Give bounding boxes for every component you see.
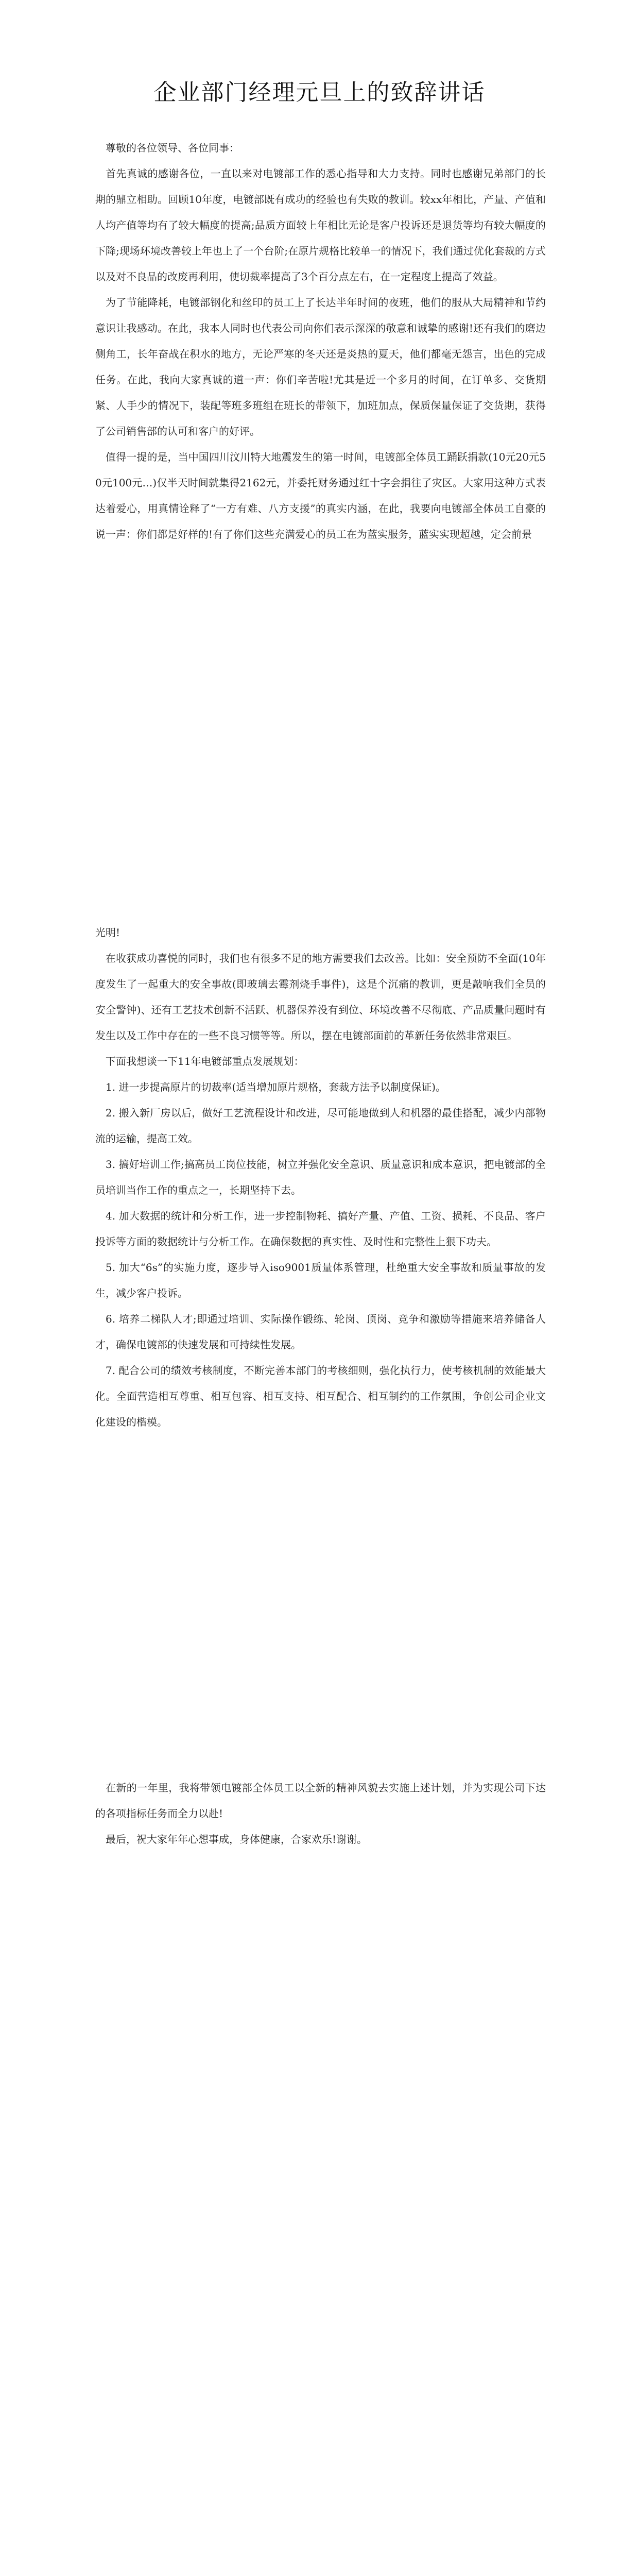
document-body-part2 bbox=[95, 920, 546, 1435]
paragraph-donation: 值得一提的是，当中国四川汶川特大地震发生的第一时间，电镀部全体员工踊跃捐款(10元20元50元100元…)仅半天时间就集得2162元，并委托财务通过红十字会捐往了灾区。大家用这种方式表达着爱心，用真情诠释了“一方有难、八方支援”的真实内涵，在此，我要向电镀部全体员工自豪的说一声：你们都是好样的!有了你们这些充满爱心的员工在为蓝实服务，蓝实实现超越，定会前景 bbox=[95, 451, 546, 540]
paragraph-energy-saving: 为了节能降耗，电镀部钢化和丝印的员工上了长达半年时间的夜班，他们的服从大局精神和节约意识让我感动。在此，我本人同时也代表公司向你们表示深深的敬意和诚挚的感谢!还有我们的磨边侧角工，长年奋战在积水的地方，无论严寒的冬天还是炎热的夏天，他们都毫无怨言，出色的完成任务。在此，我向大家真诚的道一声：你们辛苦啦!尤其是近一个多月的时间，在订单多、交货期紧、人手少的情况下，装配等班多班组在班长的带领下，加班加点，保质保量保证了交货期，获得了公司销售部的认可和客户的好评。 bbox=[95, 296, 546, 437]
plan-item-2: 2. 搬入新厂房以后，做好工艺流程设计和改进，尽可能地做到人和机器的最佳搭配，减少内部物流的运输，提高工效。 bbox=[95, 1107, 546, 1145]
plan-item-1: 1. 进一步提高原片的切裁率(适当增加原片规格，套裁方法予以制度保证)。 bbox=[106, 1081, 446, 1093]
document-body-part1 bbox=[95, 135, 546, 547]
plan-item-4: 4. 加大数据的统计和分析工作，进一步控制物耗、搞好产量、产值、工资、损耗、不良品、客户投诉等方面的数据统计与分析工作。在确保数据的真实性、及时性和完整性上狠下功夫。 bbox=[95, 1210, 546, 1248]
plan-item-6: 6. 培养二梯队人才;即通过培训、实际操作锻练、轮岗、顶岗、竞争和激励等措施来培养储备人才，确保电镀部的快速发展和可持续性发展。 bbox=[95, 1313, 546, 1351]
plan-item-7: 7. 配合公司的绩效考核制度，不断完善本部门的考核细则，强化执行力，使考核机制的效能最大化。全面营造相互尊重、相互包容、相互支持、相互配合、相互制约的工作氛围，争创公司企业文化建设的楷模。 bbox=[95, 1364, 546, 1428]
greeting-text: 尊敬的各位领导、各位同事： bbox=[106, 142, 239, 154]
plan-item-5: 5. 加大“6s”的实施力度，逐步导入iso9001质量体系管理，杜绝重大安全事故和质量事故的发生，减少客户投诉。 bbox=[95, 1261, 546, 1299]
paragraph-plan-intro: 下面我想谈一下11年电镀部重点发展规划： bbox=[106, 1055, 304, 1067]
document-body-part3 bbox=[95, 1775, 546, 1852]
plan-item-3: 3. 搞好培训工作;搞高员工岗位技能，树立并强化安全意识、质量意识和成本意识，把电镀部的全员培训当作工作的重点之一，长期坚持下去。 bbox=[95, 1158, 546, 1196]
paragraph-new-year-plan: 在新的一年里，我将带领电镀部全体员工以全新的精神风貌去实施上述计划，并为实现公司下达的各项指标任务而全力以赴! bbox=[95, 1782, 546, 1820]
paragraph-shortcomings: 在收获成功喜悦的同时，我们也有很多不足的地方需要我们去改善。比如：安全预防不全面(10年度发生了一起重大的安全事故(即玻璃去霉剂烧手事件)，这是个沉痛的教训，更是敲响我们全员的安全警钟)、还有工艺技术创新不活跃、机器保养没有到位、环境改善不尽彻底、产品质量问题时有发生以及工作中存在的一些不良习惯等等。所以，摆在电镀部面前的革新任务依然非常艰巨。 bbox=[95, 952, 546, 1042]
paragraph-closing: 最后，祝大家年年心想事成，身体健康，合家欢乐!谢谢。 bbox=[106, 1833, 368, 1845]
document-title: 企业部门经理元旦上的致辞讲话 bbox=[153, 79, 486, 106]
continuation-line: 光明! bbox=[95, 926, 120, 939]
paragraph-thanks: 首先真诚的感谢各位，一直以来对电镀部工作的悉心指导和大力支持。同时也感谢兄弟部门的长期的鼎立相助。回顾10年度，电镀部既有成功的经验也有失败的教训。较xx年相比，产量、产值和人均产值等均有了较大幅度的提高;品质方面较上年相比无论是客户投诉还是退货等均有较大幅度的下降;现场环境改善较上年也上了一个台阶;在原片规格比较单一的情况下，我们通过优化套裁的方式以及对不良品的改废再利用，使切裁率提高了3个百分点左右，在一定程度上提高了效益。 bbox=[95, 167, 546, 283]
